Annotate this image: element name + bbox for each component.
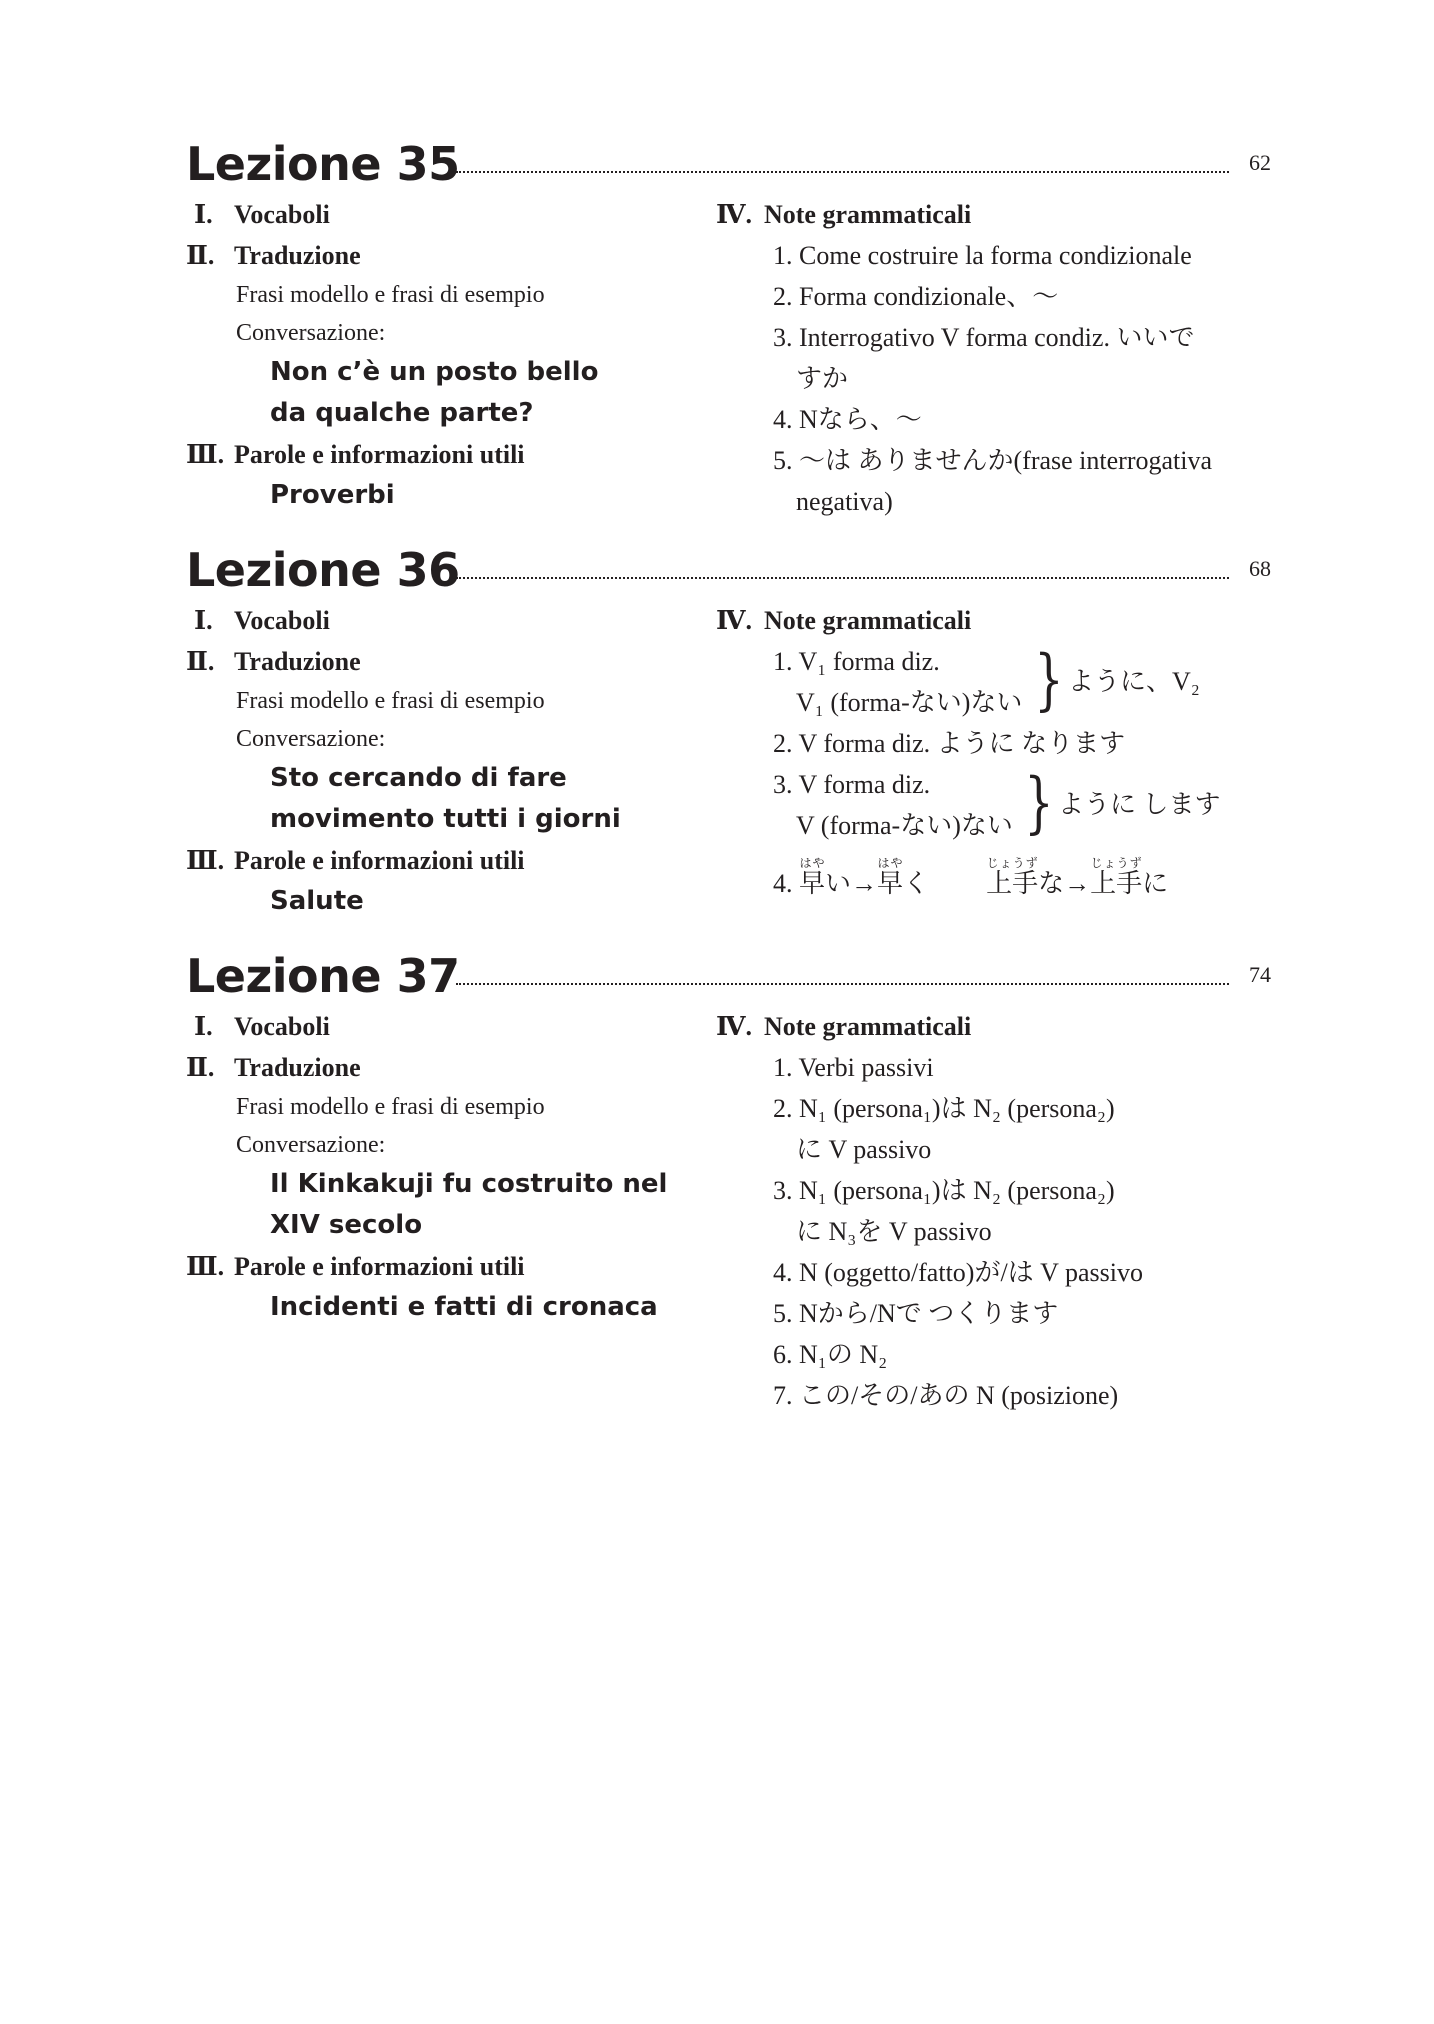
- section-note-grammaticali: [716, 600, 1276, 641]
- grammar-item: 4. Nなら、〜: [773, 405, 922, 434]
- grammar-item-line: V (forma-ない)ない: [796, 811, 1013, 840]
- section-number: Ⅲ.: [186, 1252, 225, 1281]
- conversation-title-line2: XIV secolo: [270, 1210, 423, 1240]
- grammar-notes: [716, 194, 1276, 522]
- grammar-item-continuation: すか: [796, 364, 849, 393]
- grammar-item-continuation: に V passivo: [796, 1135, 932, 1164]
- section-number: Ⅱ.: [186, 647, 215, 676]
- section-parole: [186, 840, 706, 881]
- subsection-conversazione: Conversazione:: [236, 1132, 386, 1158]
- section-number: Ⅰ.: [194, 1012, 213, 1041]
- lesson-sections-left: [186, 1006, 706, 1328]
- section-label: Vocaboli: [234, 606, 330, 635]
- lesson-title: Lezione 35: [186, 137, 460, 191]
- lesson-title: Lezione 37: [186, 949, 460, 1003]
- grammar-item: 5. Nから/Nで つくります: [773, 1299, 1059, 1328]
- section-number: Ⅲ.: [186, 846, 225, 875]
- section-number: Ⅰ.: [194, 606, 213, 635]
- info-topic: Salute: [270, 886, 364, 916]
- grammar-notes: [716, 1006, 1276, 1416]
- conversation-title-line2: da qualche parte?: [270, 398, 534, 428]
- curly-brace: }: [1034, 641, 1064, 718]
- leader-dots: [456, 983, 1229, 985]
- subsection-frasi: Frasi modello e frasi di esempio: [236, 1094, 545, 1120]
- subsection-conversazione: Conversazione:: [236, 726, 386, 752]
- lesson-title: Lezione 36: [186, 543, 460, 597]
- conversation-title-line1: Il Kinkakuji fu costruito nel: [270, 1169, 668, 1199]
- grammar-item: 3. N₁ (persona₁)は N₂ (persona₂): [773, 1176, 1115, 1205]
- ruby-word: 早はや: [877, 856, 904, 898]
- section-note-grammaticali: [716, 1006, 1276, 1047]
- section-number: Ⅱ.: [186, 1053, 215, 1082]
- subsection-frasi: Frasi modello e frasi di esempio: [236, 282, 545, 308]
- ruby-word: 上手じょうず: [1090, 856, 1143, 898]
- grammar-item-3: [716, 764, 1276, 846]
- grammar-item-line: 3. V forma diz.: [773, 770, 931, 799]
- grammar-notes: [716, 600, 1276, 904]
- section-number: Ⅲ.: [186, 440, 225, 469]
- section-label: Vocaboli: [234, 200, 330, 229]
- section-number: Ⅳ.: [716, 1012, 753, 1041]
- section-number: Ⅳ.: [716, 606, 753, 635]
- grammar-item: 5. 〜は ありませんか(frase interrogativa: [773, 446, 1213, 475]
- section-label: Note grammaticali: [764, 606, 972, 635]
- grammar-item-line: 1. V₁ forma diz.: [773, 647, 940, 676]
- grammar-item-line: V₁ (forma-ない)ない: [796, 688, 1023, 717]
- section-number: Ⅰ.: [194, 200, 213, 229]
- section-label: Traduzione: [234, 241, 361, 270]
- lesson-sections-left: [186, 194, 706, 516]
- grammar-item: 1. Verbi passivi: [773, 1053, 934, 1082]
- section-parole: [186, 434, 706, 475]
- curly-brace: }: [1024, 764, 1054, 841]
- conversation-title-line1: Non c’è un posto bello: [270, 357, 599, 387]
- section-label: Parole e informazioni utili: [234, 846, 525, 875]
- grammar-item-4: [716, 856, 1276, 904]
- section-label: Traduzione: [234, 647, 361, 676]
- ruby-tail: な→: [1038, 869, 1091, 898]
- section-label: Note grammaticali: [764, 200, 972, 229]
- item-number: 4.: [773, 869, 793, 898]
- subsection-frasi: Frasi modello e frasi di esempio: [236, 688, 545, 714]
- ruby-word: 早はや: [799, 856, 826, 898]
- section-traduzione: [186, 641, 706, 682]
- grammar-item-1: [716, 641, 1276, 723]
- grammar-item: 3. Interrogativo V forma condiz. いいで: [773, 323, 1195, 352]
- page-number: 68: [1249, 556, 1271, 581]
- grammar-item: 6. N₁の N₂: [773, 1340, 888, 1369]
- lesson-sections-left: [186, 600, 706, 922]
- conversation-title-line2: movimento tutti i giorni: [270, 804, 621, 834]
- grammar-item: 1. Come costruire la forma condizionale: [773, 241, 1192, 270]
- section-vocaboli: [186, 194, 706, 235]
- lesson-header: [186, 946, 1271, 1006]
- info-topic: Proverbi: [270, 480, 395, 510]
- brace-result: ように します: [1058, 790, 1221, 819]
- leader-dots: [456, 171, 1229, 173]
- section-label: Traduzione: [234, 1053, 361, 1082]
- ruby-word: 上手じょうず: [986, 856, 1039, 898]
- section-number: Ⅱ.: [186, 241, 215, 270]
- section-label: Note grammaticali: [764, 1012, 972, 1041]
- info-topic: Incidenti e fatti di cronaca: [270, 1292, 658, 1322]
- ruby-tail: い→: [825, 869, 878, 898]
- section-vocaboli: [186, 1006, 706, 1047]
- grammar-item: 2. Forma condizionale、〜: [773, 282, 1059, 311]
- subsection-conversazione: Conversazione:: [236, 320, 386, 346]
- section-label: Parole e informazioni utili: [234, 1252, 525, 1281]
- leader-dots: [456, 577, 1229, 579]
- conversation-title-line1: Sto cercando di fare: [270, 763, 567, 793]
- page-number: 62: [1249, 150, 1271, 175]
- section-traduzione: [186, 1047, 706, 1088]
- section-parole: [186, 1246, 706, 1287]
- grammar-item: 7. この/その/あの N (posizione): [773, 1381, 1119, 1410]
- section-label: Parole e informazioni utili: [234, 440, 525, 469]
- grammar-item: 4. N (oggetto/fatto)が/は V passivo: [773, 1258, 1143, 1287]
- grammar-item-continuation: negativa): [796, 487, 893, 516]
- grammar-item: 2. V forma diz. ように なります: [773, 729, 1126, 758]
- ruby-tail: に: [1142, 869, 1169, 898]
- brace-result: ように、V₂: [1068, 667, 1200, 696]
- section-traduzione: [186, 235, 706, 276]
- section-label: Vocaboli: [234, 1012, 330, 1041]
- ruby-tail: く: [903, 869, 930, 898]
- grammar-item: 2. N₁ (persona₁)は N₂ (persona₂): [773, 1094, 1115, 1123]
- section-note-grammaticali: [716, 194, 1276, 235]
- lesson-header: [186, 540, 1271, 600]
- page-number: 74: [1249, 962, 1271, 987]
- grammar-item-continuation: に N₃を V passivo: [796, 1217, 992, 1246]
- lesson-header: [186, 134, 1271, 194]
- section-vocaboli: [186, 600, 706, 641]
- section-number: Ⅳ.: [716, 200, 753, 229]
